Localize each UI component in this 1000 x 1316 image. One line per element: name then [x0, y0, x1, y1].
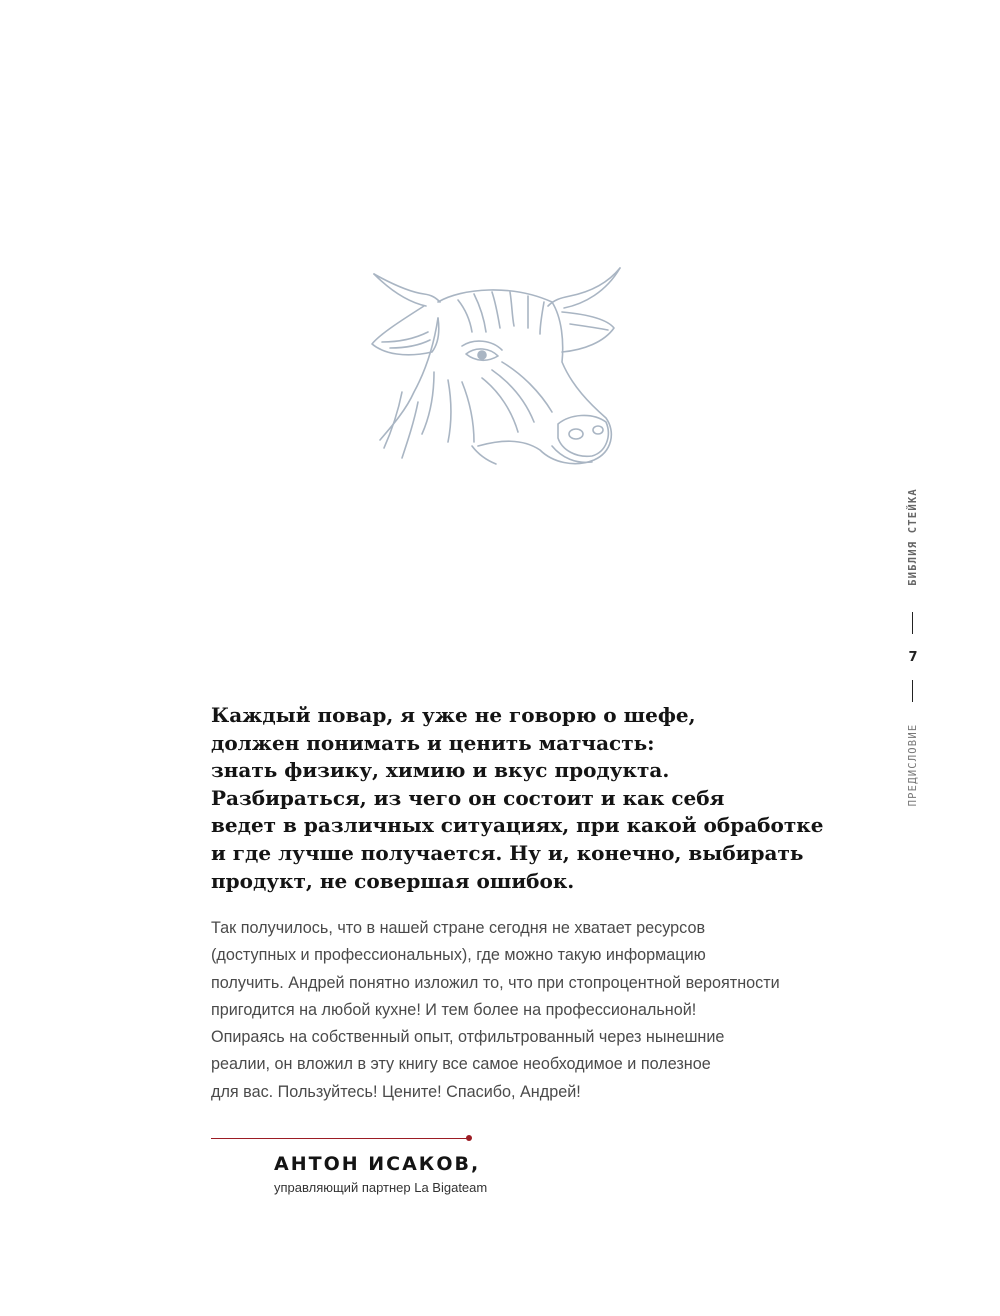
body-line: Опираясь на собственный опыт, отфильтрованный через нынешние	[211, 1028, 725, 1047]
quote-line: Разбираться, из чего он состоит и как себя	[211, 785, 725, 810]
header-rule-bottom	[912, 680, 913, 702]
section-label: ПРЕДИСЛОВИЕ	[907, 723, 919, 807]
cow-head-icon	[362, 262, 627, 472]
epigraph-quote	[211, 702, 851, 895]
running-header	[895, 480, 931, 820]
body-line: реалии, он вложил в эту книгу все самое необходимое и полезное	[211, 1055, 711, 1074]
signature-divider-dot	[466, 1135, 472, 1141]
body-line: (доступных и профессиональных), где можно такую информацию	[211, 946, 706, 965]
body-line: Так получилось, что в нашей стране сегодня не хватает ресурсов	[211, 919, 706, 937]
quote-line: продукт, не совершая ошибок.	[211, 868, 575, 893]
quote-line: знать физику, химию и вкус продукта.	[211, 758, 670, 783]
header-rule-top	[912, 612, 913, 634]
body-line: для вас. Пользуйтесь! Цените! Спасибо, Андрей!	[211, 1082, 581, 1101]
quote-line: ведет в различных ситуациях, при какой обработке	[211, 813, 824, 838]
signature-divider	[211, 1138, 467, 1139]
quote-line: Каждый повар, я уже не говорю о шефе,	[211, 703, 696, 727]
book-title-label: БИБЛИЯ СТЕЙКА	[907, 488, 919, 586]
quote-line: и где лучше получается. Ну и, конечно, выбирать	[211, 840, 804, 865]
author-name: АНТОН ИСАКОВ,	[274, 1153, 481, 1175]
body-line: пригодится на любой кухне! И тем более на профессиональной!	[211, 1000, 697, 1019]
author-title: управляющий партнер La Bigateam	[274, 1180, 488, 1195]
body-line: получить. Андрей понятно изложил то, что при стопроцентной вероятности	[211, 973, 780, 992]
body-paragraph	[211, 915, 871, 1106]
quote-line: должен понимать и ценить матчасть:	[211, 730, 655, 755]
page-number: 7	[908, 650, 918, 665]
